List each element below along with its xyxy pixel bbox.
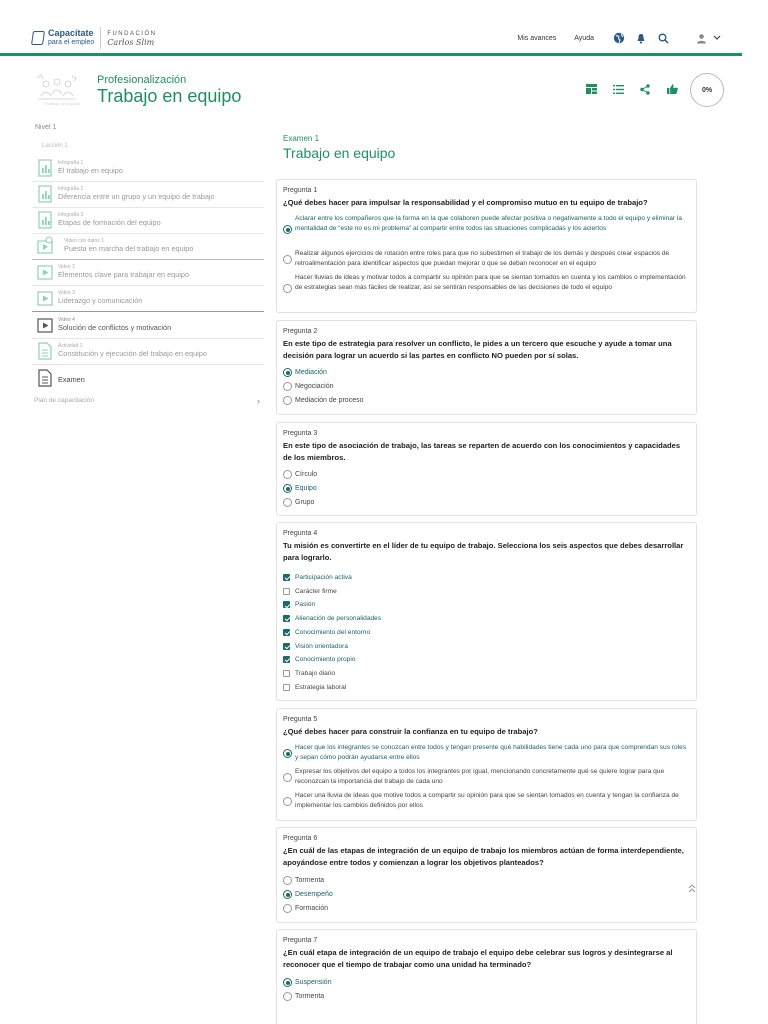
divider [32,311,264,312]
question-card-3 [276,422,697,516]
option-label: Formación [295,905,329,912]
radio-button[interactable] [283,498,292,507]
question-text: ¿Qué debes hacer para impulsar la responsabilidad y el compromiso mutuo en tu equipo de trabajo? [283,198,648,207]
question-text: Tu misión es convertirte en el líder de tu equipo de trabajo. Selecciona los seis aspectos que debes desarrollar para lograrlo. [283,541,684,562]
foundation-signature: Carlos Slim [107,37,155,47]
brand-divider [100,27,101,49]
checkbox[interactable] [283,574,290,581]
checkbox[interactable] [283,601,290,608]
checkbox[interactable] [283,684,290,691]
option-label: Mediación de proceso [295,397,364,404]
sidebar-item-label: Diferencia entre un grupo y un equipo de trabajo [58,192,215,201]
foundation-logo [107,30,156,47]
sidebar-item-label: Constitución y ejecución del trabajo en equipo [58,349,207,358]
option-label: Aclarar entre los compañeros que la forma en la que colaboren puede afectar positiva o negativamente a todo el equipo y eliminar la mentalidad de “este no es mi problema” al compartir entre todos las situaciones complicadas y los aciertos [295,215,683,233]
question-card-7 [276,929,697,1024]
video-icon [36,315,54,335]
option-label: Participación activa [295,574,352,581]
sidebar-item-type: Infografía 2 [58,186,84,192]
option-label: Hacer una lluvia de ideas que motive todos a compartir su opinión para que se sientan tomados en cuenta y tengan la confianza de implementar los cambios definidos por ellos [295,792,679,810]
sidebar-item-label: Puesta en marcha del trabajo en equipo [64,244,194,253]
progress-indicator: 0% [690,73,724,107]
checkbox[interactable] [283,643,290,650]
radio-button[interactable] [283,890,292,899]
option-label: Conocimiento propio [295,656,356,664]
checkbox[interactable] [283,670,290,677]
page-title: Trabajo en equipo [97,86,242,106]
option-label: Suspensión [295,979,332,986]
sidebar-item-type: Video 2 [58,264,75,270]
exam-icon [36,368,54,388]
scroll-to-top-icon[interactable] [686,884,698,896]
radio-button[interactable] [283,904,292,913]
radio-button[interactable] [283,797,292,806]
radio-button[interactable] [283,749,292,758]
video-icon [36,288,54,308]
list-icon[interactable] [611,82,625,96]
question-number: Pregunta 5 [283,716,318,723]
sidebar-item-type: Video con datos 1 [64,238,104,244]
svg-text:Trabajo en equipo: Trabajo en equipo [44,101,80,106]
radio-button[interactable] [283,773,292,782]
infographic-icon [36,184,54,204]
brand-sub: para el empleo [48,39,95,46]
option-label: Tormenta [295,993,325,1000]
top-bar [0,0,768,55]
radio-button[interactable] [283,368,292,377]
sidebar-item-label: Liderazgo y comunicación [58,296,143,305]
sidebar-item-label: Solución de conflictos y motivación [58,323,172,332]
question-text: En este tipo de asociación de trabajo, las tareas se reparten de acuerdo con los conocimientos y capacidades de los miembros. [283,441,681,462]
brand-name: Capacítate [48,28,94,38]
sidebar-item-type: Video 3 [58,290,75,296]
sidebar-item-video-data-1[interactable] [32,234,264,260]
option-label: Trabajo diario [295,669,336,677]
option-label: Realizar algunos ejercicios de rotación entre roles para que no subestimen el trabajo de los demás y después crear espacios de retroalimentación para identificar aspectos que puedan mejorar o que se deban reconocer en el equipo [295,250,670,268]
question-card-6 [276,827,697,923]
brand-logo[interactable] [32,27,156,49]
infographic-icon [36,158,54,178]
sidebar-item-infographic-3[interactable] [32,208,264,234]
capacitate-mark-icon [31,31,45,45]
option-label: Tormenta [295,877,325,884]
checkbox[interactable] [283,629,290,636]
sidebar-item-video-4[interactable] [32,313,264,339]
radio-button[interactable] [283,876,292,885]
share-icon[interactable] [638,82,652,96]
exam-label: Examen 1 [283,134,320,143]
sidebar-item-infographic-2[interactable] [32,182,264,208]
progress-link[interactable]: Mis avances [517,34,557,42]
option-label: Visión orientadora [295,642,349,650]
checkbox[interactable] [283,588,290,595]
radio-button[interactable] [283,470,292,479]
radio-button[interactable] [283,992,292,1001]
question-number: Pregunta 6 [283,835,318,842]
radio-button[interactable] [283,255,292,264]
globe-icon[interactable] [612,31,626,45]
question-text: ¿Qué debes hacer para construir la confianza en tu equipo de trabajo? [283,727,538,736]
question-card-2 [276,320,697,415]
option-label: Hacer lluvias de ideas y motivar todos a compartir su opinión para que se sientan tomados en cuenta y los cambios o implementación de estrategias sean más fáciles de realizar, así se sentirán responsables de las decisiones de todo el equipo [295,274,686,292]
radio-button[interactable] [283,396,292,405]
option-label: Mediación [295,369,327,376]
option-label: Hacer que los integrantes se conozcan entre todos y tengan presente qué habilidades tiene cada uno para que comprendan sus roles y sepan cómo podrán ayudarse entre ellos [295,744,687,762]
option-label: Carácter firme [295,587,337,595]
option-label: Negociación [295,383,334,390]
option-label: Expresar los objetivos del equipo a todos los integrantes por igual, mencionando concretamente qué se quiere lograr para que reconozcan la importancia del trabajo de cada uno [295,768,665,786]
sidebar-lesson[interactable]: Lección 1 [42,143,68,149]
sidebar-item-label: Elementos clave para trabajar en equipo [58,270,190,279]
exam-title: Trabajo en equipo [283,145,396,161]
foundation-label: FUNDACIÓN [107,30,157,37]
breadcrumb[interactable]: Profesionalización [97,74,187,86]
checkbox[interactable] [283,615,290,622]
radio-button[interactable] [283,225,292,234]
option-label: Pasión [295,601,316,609]
radio-button[interactable] [283,382,292,391]
chevron-down-icon[interactable] [710,31,724,45]
top-nav [517,30,768,46]
question-number: Pregunta 2 [283,328,318,335]
radio-button[interactable] [283,484,292,493]
radio-button[interactable] [283,284,292,293]
header-actions [584,82,679,96]
capacitate-logo [32,29,94,47]
video-icon [36,236,54,256]
course-illustration [34,72,80,108]
question-number: Pregunta 3 [283,430,318,437]
question-number: Pregunta 1 [283,187,318,194]
question-text: En este tipo de estrategia para resolver un conflicto, le pides a un tercero que escuche y ayude a tomar una decisión para lograr un acuerdo si las partes en conflicto NO pueden por sí solas. [283,339,672,360]
grid-icon[interactable] [584,82,598,96]
question-text: ¿En cuál de las etapas de integración de un equipo de trabajo los miembros actúan de forma interdependiente, apoyándose entre todos y comienzan a lograr los objetivos planteados? [283,846,684,867]
sidebar-item-label: Examen [58,375,85,384]
option-label: Estrategia laboral [295,683,347,691]
sidebar-item-type: Infografía 1 [58,160,84,166]
header-accent-line [0,53,742,56]
training-plan-link[interactable] [34,397,262,404]
search-icon[interactable] [656,31,670,45]
infographic-icon [36,210,54,230]
checkbox[interactable] [283,656,290,663]
option-label: Conocimiento del entorno [295,628,371,636]
chevron-right-icon: › [257,396,260,406]
option-label: Grupo [295,499,315,506]
question-number: Pregunta 4 [283,530,318,537]
sidebar-item-type: Actividad 1 [58,343,83,349]
sidebar-item-activity-1[interactable] [32,339,264,365]
sidebar-level: Nivel 1 [35,124,57,131]
user-icon[interactable] [694,31,708,45]
option-label: Alienación de personalidades [295,615,382,623]
sidebar-item-infographic-1[interactable] [32,156,264,182]
question-text: ¿En cuál etapa de integración de un equipo de trabajo el equipo debe celebrar sus logros y desintegrarse al reconocer que el tiempo de trabajar como una unidad ha terminado? [283,948,673,969]
video-icon [36,262,54,282]
option-label: Equipo [295,485,317,492]
sidebar-item-video-3[interactable] [32,286,264,312]
question-card-1 [276,179,697,313]
sidebar-item-type: Infografía 3 [58,212,84,218]
question-card-4 [276,522,697,701]
sidebar-item-label: El trabajo en equipo [58,166,123,175]
brand-text [48,29,94,47]
divider [32,364,264,365]
sidebar-item-video-2[interactable] [32,260,264,286]
radio-button[interactable] [283,978,292,987]
option-label: Círculo [295,471,318,478]
question-number: Pregunta 7 [283,937,318,944]
activity-icon [36,341,54,361]
sidebar-item-label: Etapas de formación del equipo [58,218,161,227]
sidebar-item-type: Video 4 [58,317,75,323]
help-link[interactable]: Ayuda [574,34,594,42]
bell-icon[interactable] [634,31,648,45]
question-card-5 [276,708,697,821]
like-icon[interactable] [665,82,679,96]
option-label: Desempeño [295,891,333,898]
training-plan-label: Plan de capacitación [34,397,94,404]
sidebar-item-exam[interactable] [32,366,264,392]
